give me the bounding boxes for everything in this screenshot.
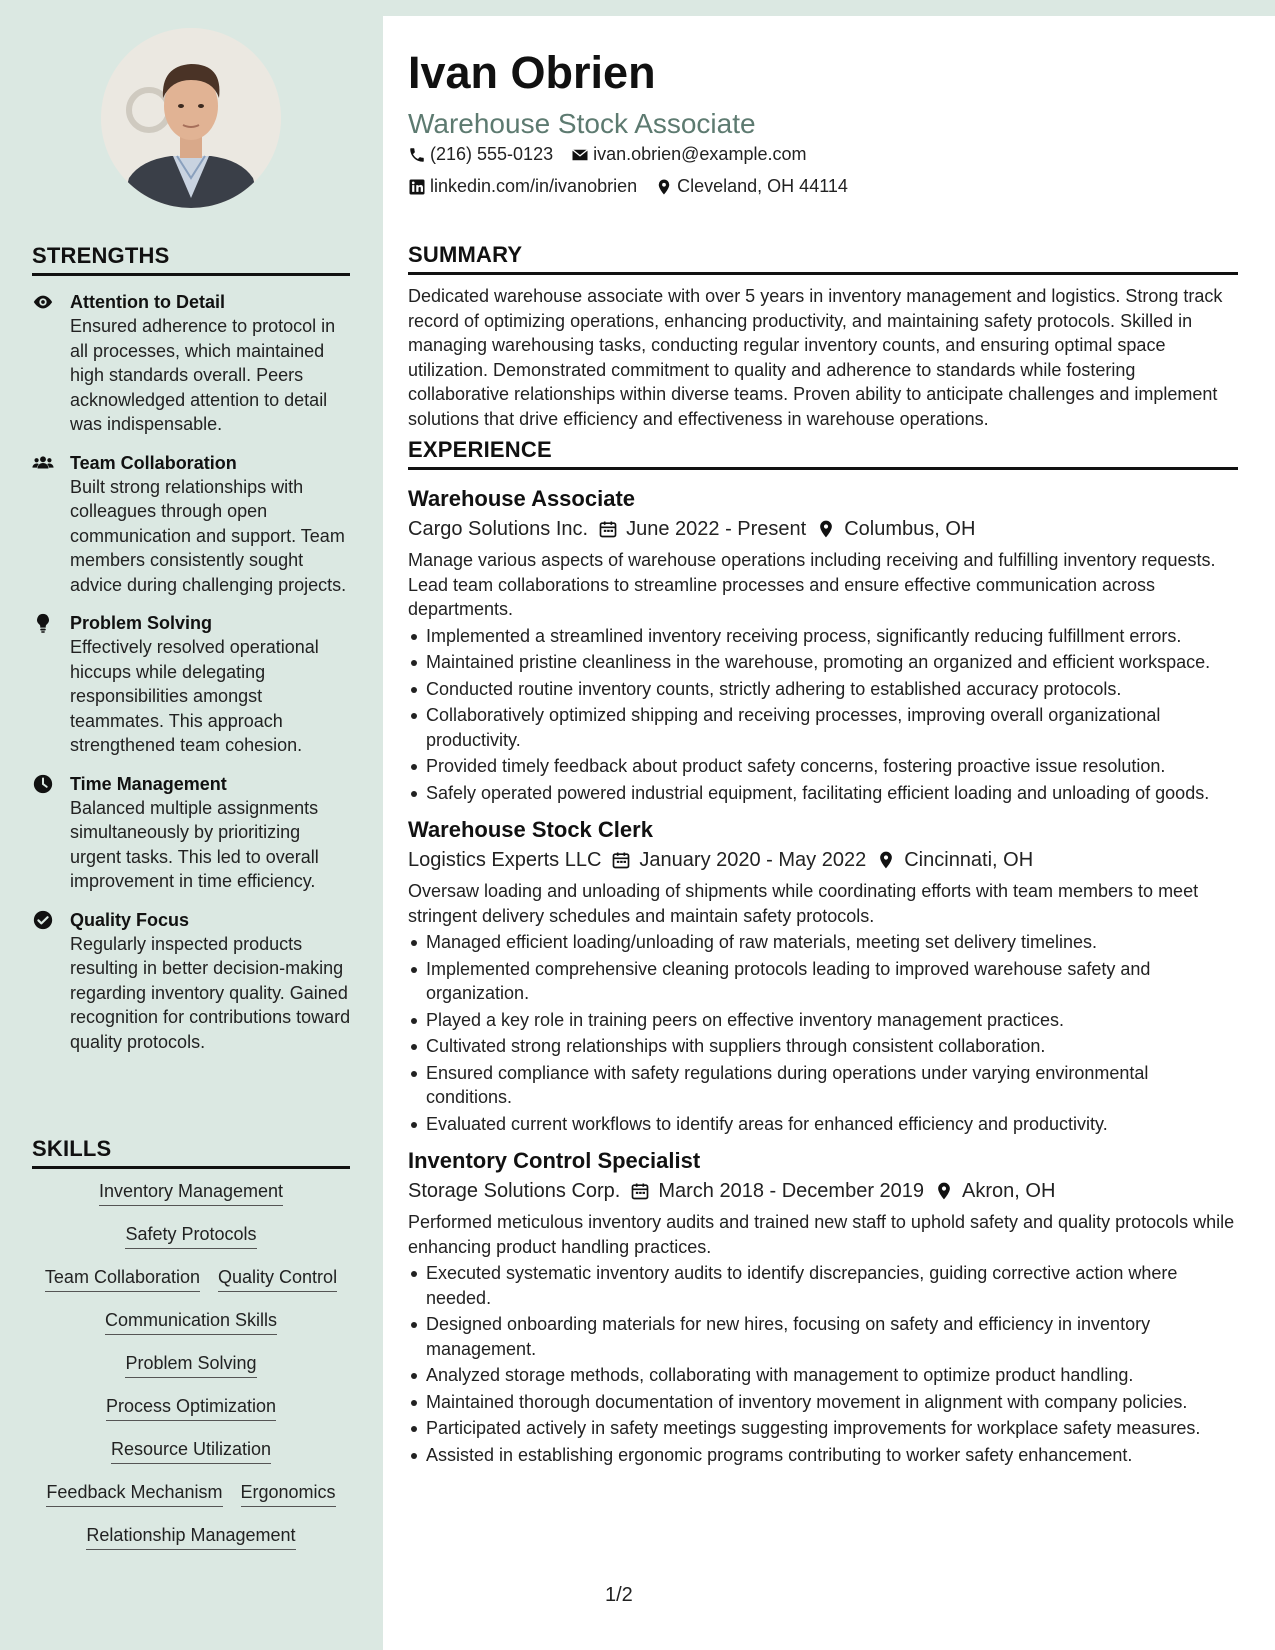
map-pin-icon: [934, 1181, 954, 1201]
strength-item: [32, 772, 352, 894]
map-pin-icon: [655, 178, 673, 196]
experience-list: [408, 484, 1238, 1477]
experience-heading: EXPERIENCE: [408, 437, 1238, 470]
profile-photo: [101, 28, 281, 208]
job-bullet: Evaluated current workflows to identify areas for enhanced efficiency and productivity.: [426, 1112, 1238, 1137]
phone-text: (216) 555-0123: [430, 144, 554, 164]
strength-description: Ensured adherence to protocol in all processes, which maintained high standards overall. Peers acknowledged attention to detail was indispensable.: [70, 316, 336, 434]
company-name: Storage Solutions Corp.: [408, 1180, 621, 1202]
job-role: Warehouse Stock Clerk: [408, 817, 653, 842]
contact-row: [408, 144, 824, 165]
company-name: Logistics Experts LLC: [408, 849, 602, 871]
eye-icon: [32, 290, 70, 437]
skill-tag: Communication Skills: [105, 1309, 277, 1335]
map-pin-icon: [816, 519, 836, 539]
job-role: Inventory Control Specialist: [408, 1148, 701, 1173]
job-bullet: Maintained pristine cleanliness in the warehouse, promoting an organized and efficient workspace.: [426, 650, 1238, 675]
envelope-icon: [571, 146, 589, 164]
linkedin-text[interactable]: linkedin.com/in/ivanobrien: [430, 176, 638, 196]
job-bullets: [408, 1261, 1238, 1467]
phone-contact: [408, 144, 553, 165]
phone-icon: [408, 146, 426, 164]
strength-description: Regularly inspected products resulting in better decision-making regarding inventory quality. Gained recognition for contributions toward quality protocols.: [70, 933, 351, 1052]
strength-title: Quality Focus: [70, 909, 190, 930]
strength-title: Attention to Detail: [70, 292, 225, 312]
job-bullet: Collaboratively optimized shipping and receiving processes, improving overall organizational productivity.: [426, 703, 1238, 752]
email-contact[interactable]: [571, 144, 806, 165]
strength-item: [32, 451, 352, 598]
job-entry: [408, 815, 1238, 1136]
job-location: Cincinnati, OH: [904, 849, 1034, 871]
job-bullet: Participated actively in safety meetings suggesting improvements for workplace safety measures.: [426, 1416, 1238, 1441]
skills-heading: SKILLS: [32, 1136, 350, 1169]
skill-tag: Process Optimization: [106, 1395, 276, 1421]
strength-title: Team Collaboration: [70, 452, 237, 473]
job-bullet: Safely operated powered industrial equipment, facilitating efficient loading and unloading of goods.: [426, 781, 1238, 806]
linkedin-contact[interactable]: [408, 176, 637, 197]
strength-title: Time Management: [70, 773, 227, 794]
strength-description: Built strong relationships with colleagues through open communication and support. Team members consistently sought advice during challenging projects.: [70, 476, 347, 595]
job-bullet: Implemented comprehensive cleaning protocols leading to improved warehouse safety and organization.: [426, 957, 1238, 1006]
job-bullet: Conducted routine inventory counts, strictly adhering to established accuracy protocols.: [426, 677, 1238, 702]
skills-list: [32, 1180, 350, 1567]
skill-tag: Team Collaboration: [45, 1266, 200, 1292]
job-bullet: Cultivated strong relationships with suppliers through consistent collaboration.: [426, 1034, 1238, 1059]
job-bullets: [408, 930, 1238, 1136]
job-bullet: Provided timely feedback about product safety concerns, fostering proactive issue resolution.: [426, 754, 1238, 779]
strength-description: Effectively resolved operational hiccups while delegating responsibilities amongst teammates. This approach strengthened team cohesion.: [70, 637, 319, 755]
job-meta: [408, 514, 1238, 544]
location-text: Cleveland, OH 44114: [677, 176, 848, 196]
job-location: Columbus, OH: [844, 518, 976, 540]
strength-item: [32, 611, 352, 758]
strengths-list: [32, 290, 352, 1068]
skill-tag: Feedback Mechanism: [46, 1481, 222, 1507]
job-bullet: Played a key role in training peers on effective inventory management practices.: [426, 1008, 1238, 1033]
summary-text: Dedicated warehouse associate with over 5 years in inventory management and logistics. Strong track record of optimizing operations, enhancing productivity, and maintaining safety protocols. Skilled in managing warehousing tasks, conducting regular inventory counts, and ensuring optimal space utilization. Demonstrated commitment to quality and adherence to standards while fostering collaborative relationships within diverse teams. Proven ability to anticipate challenges and implement solutions that drive efficiency and effectiveness in warehouse operations.: [408, 286, 1223, 429]
strength-description: Balanced multiple assignments simultaneously by prioritizing urgent tasks. This led to overall improvement in time efficiency.: [70, 797, 319, 891]
strengths-heading: STRENGTHS: [32, 243, 350, 276]
users-icon: [32, 451, 70, 598]
job-meta: [408, 1176, 1238, 1206]
job-bullet: Ensured compliance with safety regulations during operations under varying environmental conditions.: [426, 1061, 1238, 1110]
main-content: [383, 16, 1275, 1650]
job-role: Warehouse Associate: [408, 486, 636, 511]
contact-row: [408, 176, 866, 197]
job-bullet: Assisted in establishing ergonomic programs contributing to worker safety enhancement.: [426, 1443, 1238, 1468]
sidebar: [0, 0, 383, 1650]
job-location: Akron, OH: [962, 1180, 1056, 1202]
linkedin-icon: [408, 178, 426, 196]
page-number: 1/2: [605, 1584, 633, 1606]
skill-tag: Inventory Management: [99, 1180, 283, 1206]
skill-tag: Relationship Management: [86, 1524, 295, 1550]
job-bullet: Managed efficient loading/unloading of raw materials, meeting set delivery timelines.: [426, 930, 1238, 955]
calendar-icon: [630, 1181, 650, 1201]
job-meta: [408, 845, 1238, 875]
job-bullet: Implemented a streamlined inventory receiving process, significantly reducing fulfillment errors.: [426, 624, 1238, 649]
summary-heading: SUMMARY: [408, 242, 1238, 275]
calendar-icon: [611, 850, 631, 870]
skill-tag: Quality Control: [218, 1266, 337, 1292]
strength-item: [32, 290, 352, 437]
map-pin-icon: [876, 850, 896, 870]
clock-icon: [32, 772, 70, 894]
skill-tag: Problem Solving: [125, 1352, 256, 1378]
job-entry: [408, 484, 1238, 805]
job-description: Manage various aspects of warehouse operations including receiving and fulfilling inventory requests. Lead team collaborations to streamline processes and ensure effective communication across departments.: [408, 550, 1216, 619]
job-entry: [408, 1146, 1238, 1467]
job-bullet: Designed onboarding materials for new hires, focusing on safety and efficiency in inventory management.: [426, 1312, 1238, 1361]
job-description: Oversaw loading and unloading of shipments while coordinating efforts with team members to meet stringent delivery schedules and maintain safety protocols.: [408, 881, 1199, 926]
job-bullet: Analyzed storage methods, collaborating with management to optimize product handling.: [426, 1363, 1238, 1388]
job-dates: March 2018 - December 2019: [658, 1180, 925, 1202]
strength-item: [32, 908, 352, 1055]
job-bullets: [408, 624, 1238, 806]
job-dates: January 2020 - May 2022: [639, 849, 867, 871]
candidate-title: Warehouse Stock Associate: [408, 108, 756, 139]
company-name: Cargo Solutions Inc.: [408, 518, 589, 540]
lightbulb-icon: [32, 611, 70, 758]
check-circle-icon: [32, 908, 70, 1055]
job-bullet: Executed systematic inventory audits to identify discrepancies, guiding corrective action where needed.: [426, 1261, 1238, 1310]
job-description: Performed meticulous inventory audits and trained new staff to uphold safety and quality protocols while enhancing product handling practices.: [408, 1212, 1235, 1257]
candidate-name: Ivan Obrien: [408, 47, 656, 98]
location-contact: [655, 176, 848, 197]
email-text[interactable]: ivan.obrien@example.com: [593, 144, 807, 164]
job-bullet: Maintained thorough documentation of inventory movement in alignment with company policies.: [426, 1390, 1238, 1415]
strength-title: Problem Solving: [70, 613, 213, 633]
job-dates: June 2022 - Present: [626, 518, 807, 540]
calendar-icon: [598, 519, 618, 539]
skill-tag: Ergonomics: [241, 1481, 336, 1507]
skill-tag: Resource Utilization: [111, 1438, 271, 1464]
skill-tag: Safety Protocols: [125, 1223, 256, 1249]
